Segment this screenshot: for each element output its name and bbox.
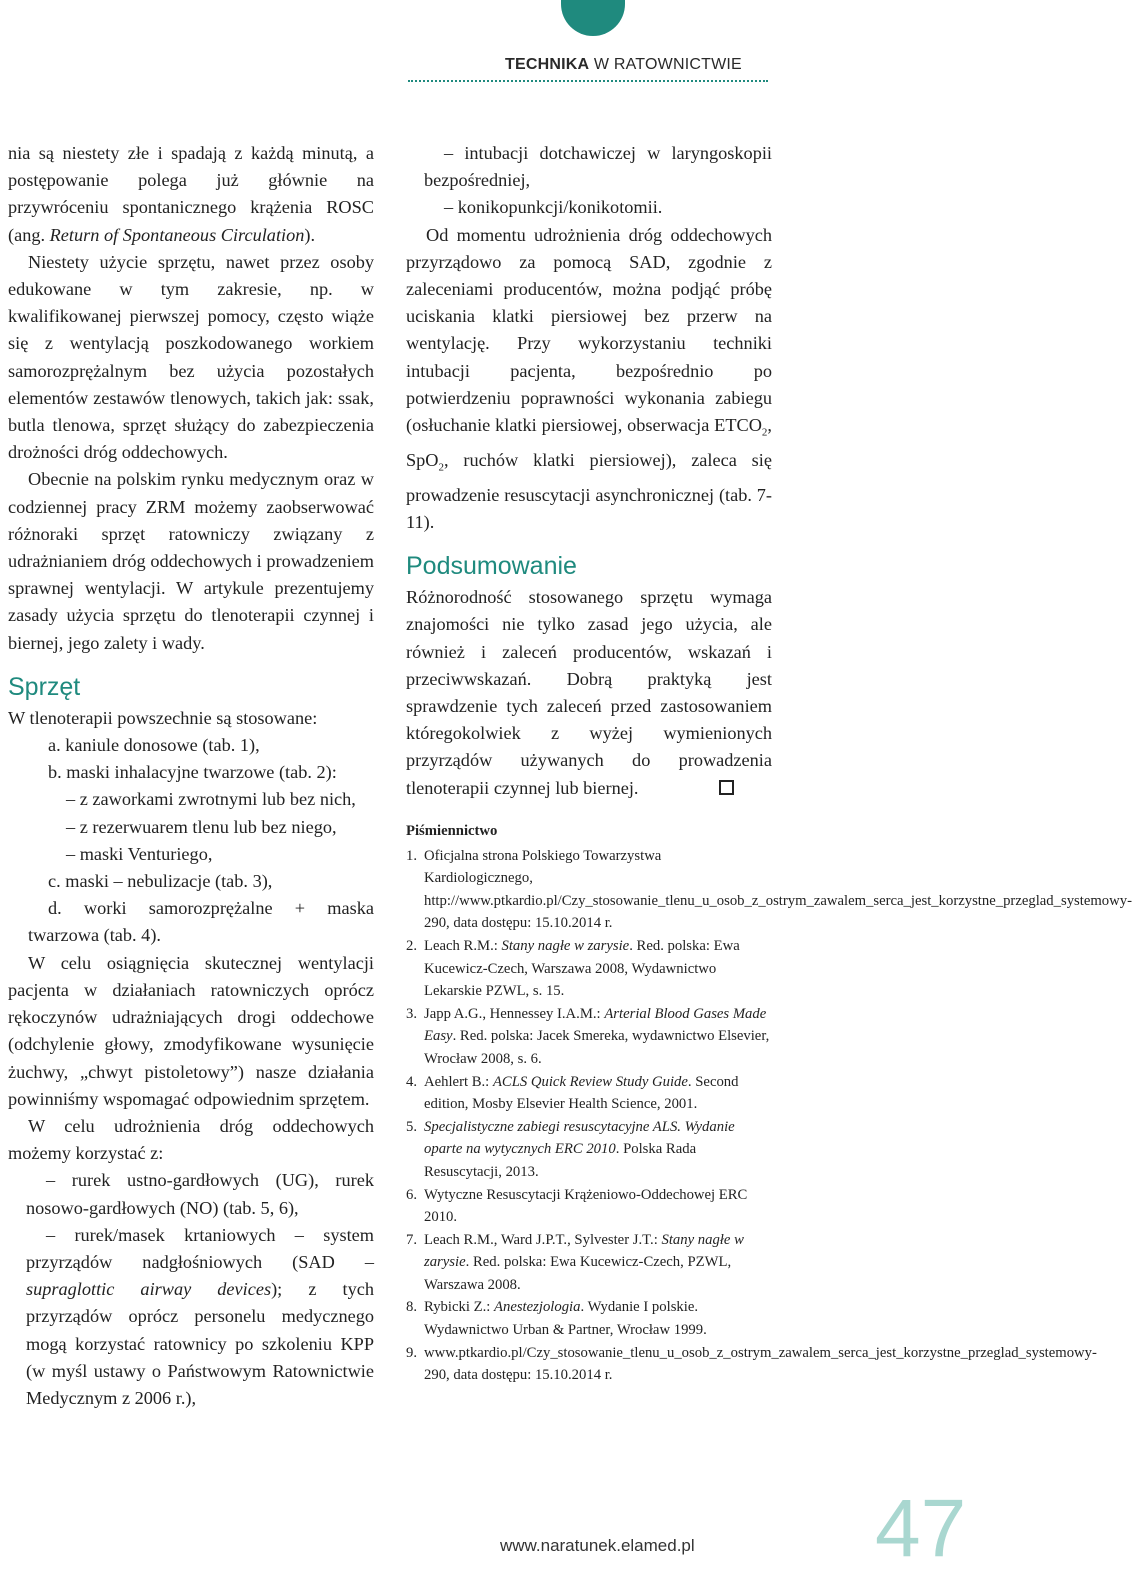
reference-item: 8. Rybicki Z.: Anestezjologia. Wydanie I polskie. Wydawnictwo Urban & Partner, Wrocław 1999. [406, 1299, 707, 1339]
reference-item: 6. Wytyczne Resuscytacji Krążeniowo-Oddechowej ERC 2010. [406, 1186, 748, 1226]
list-item: – rurek/masek krtaniowych – system przyrządów nadgłośniowych (SAD – supraglottic airway devices); z tych przyrządów oprócz personelu medycznego mogą korzystać ratownicy po szkoleniu KPP (w myśl ustawy o Państwowym Ratownictwie Medycznym z 2006 r.), [26, 1224, 374, 1408]
footer-url: www.naratunek.elamed.pl [500, 1536, 695, 1555]
paragraph: Obecnie na polskim rynku medycznym oraz w codziennej pracy ZRM możemy zaobserwować różnoraki sprzęt ratowniczy związany z udrażnianiem dróg oddechowych i prowadzeniem sprawnej wentylacji. W artykule prezentujemy zasady użycia sprzętu do tlenoterapii czynnej i biernej, jego zalety i wady. [8, 469, 374, 653]
end-of-article-square-icon [719, 780, 734, 795]
list-item: – intubacji dotchawiczej w laryngoskopii bezpośredniej, [424, 143, 772, 191]
section-header-bold: TECHNIKA [505, 56, 590, 73]
reference-item: 9. www.ptkardio.pl/Czy_stosowanie_tlenu_u_osob_z_ostrym_zawalem_serca_jest_korzystne_przeglad_systemowy-290, data dostępu: 15.10.2014 r. [406, 1344, 1097, 1384]
list-item: d. worki samorozprężalne + maska twarzowa (tab. 4). [28, 898, 374, 946]
header-tab-decoration [561, 0, 625, 36]
reference-item: 5. Specjalistyczne zabiegi resuscytacyjne ALS. Wydanie oparte na wytycznych ERC 2010. Polska Rada Resuscytacji, 2013. [406, 1118, 735, 1180]
paragraph: W celu osiągnięcia skutecznej wentylacji pacjenta w działaniach ratowniczych oprócz rękoczynów udrażniających drogi oddechowe (odchylenie głowy, zmodyfikowane wysunięcie żuchwy, „chwyt pistoletowy”) nasze działania powinniśmy wspomagać odpowiednim sprzętem. [8, 952, 374, 1109]
list-item: b. maski inhalacyjne twarzowe (tab. 2): [48, 762, 337, 783]
paragraph: Różnorodność stosowanego sprzętu wymaga znajomości nie tylko zasad jego użycia, ale również i zaleceń producentów, wskazań i przeciwwskazań. Dobrą praktyką jest sprawdzenie tych zaleceń przed zastosowaniem któregokolwiek z wyżej wymienionych przyrządów używanych do prowadzenia tlenoterapii czynnej lub biernej. [406, 587, 772, 798]
list-item: – z zaworkami zwrotnymi lub bez nich, [66, 789, 356, 810]
header-divider [408, 80, 768, 82]
left-column [8, 140, 374, 1412]
right-column [406, 140, 772, 802]
list-item: – konikopunkcji/konikotomii. [444, 197, 663, 218]
section-header [505, 56, 742, 74]
list-intro: W tlenoterapii powszechnie są stosowane: [8, 707, 318, 728]
paragraph: Od momentu udrożnienia dróg oddechowych przyrządowo za pomocą SAD, zgodnie z zaleceniami producentów, można podjąć próbę uciskania klatki piersiowej bez przerw na wentylację. Przy wykorzystaniu techniki intubacji pacjenta, bezpośrednio po potwierdzeniu poprawności wykonania zabiegu (osłuchanie klatki piersiowej, obserwacja $ETCO_2$, SpO$_2$, ruchów klatki piersiowej), zaleca się prowadzenie resuscytacji asynchronicznej (tab. 7-11). [406, 224, 772, 532]
reference-item: 7. Leach R.M., Ward J.P.T., Sylvester J.T.: Stany nagłe w zarysie. Red. polska: Ewa Kucewicz-Czech, PZWL, Warszawa 2008. [406, 1231, 744, 1293]
references-list [406, 845, 1132, 1387]
section-heading-sprzet: Sprzęt [8, 672, 81, 701]
references [406, 820, 1132, 1387]
page-number: 47 [875, 1483, 967, 1574]
reference-item: 2. Leach R.M.: Stany nagłe w zarysie. Red. polska: Ewa Kucewicz-Czech, Warszawa 2008, Wydawnictwo Lekarskie PZWL, s. 15. [406, 937, 740, 1000]
paragraph: nia są niestety złe i spadają z każdą minutą, a postępowanie polega już głównie na przywróceniu spontanicznego krążenia ROSC (ang. Return of Spontaneous Circulation). [8, 143, 374, 245]
paragraph: Niestety użycie sprzętu, nawet przez osoby edukowane w tym zakresie, np. w kwalifikowanej pierwszej pomocy, często wiąże się z wentylacją poszkodowanego workiem samorozprężalnym bez użycia pozostałych elementów zestawów tlenowych, takich jak: ssak, butla tlenowa, sprzęt służący do zabezpieczenia drożności dróg oddechowych. [8, 251, 374, 463]
reference-item: 1. Oficjalna strona Polskiego Towarzystwa Kardiologicznego, http://www.ptkardio.pl/Czy_stosowanie_tlenu_u_osob_z_ostrym_zawalem_serca_jest_korzystne_przeglad_systemowy-290, data dostępu: 15.10.2014 r. [406, 847, 1132, 932]
paragraph: W celu udrożnienia dróg oddechowych możemy korzystać z: [8, 1115, 374, 1164]
references-title: Piśmiennictwo [406, 823, 498, 839]
list-item: – z rezerwuarem tlenu lub bez niego, [66, 816, 337, 837]
list-item: – rurek ustno-gardłowych (UG), rurek nosowo-gardłowych (NO) (tab. 5, 6), [26, 1170, 374, 1218]
list-item: a. kaniule donosowe (tab. 1), [48, 735, 260, 756]
reference-item: 3. Japp A.G., Hennessey I.A.M.: Arterial Blood Gases Made Easy. Red. polska: Jacek Smereka, wydawnictwo Elsevier, Wrocław 2008, s. 6. [406, 1005, 770, 1067]
section-heading-podsumowanie: Podsumowanie [406, 552, 577, 581]
reference-item: 4. Aehlert B.: ACLS Quick Review Study Guide. Second edition, Mosby Elsevier Health Science, 2001. [406, 1073, 739, 1113]
list-item: – maski Venturiego, [66, 843, 213, 864]
list-item: c. maski – nebulizacje (tab. 3), [48, 871, 273, 892]
section-header-rest: W RATOWNICTWIE [593, 56, 742, 73]
